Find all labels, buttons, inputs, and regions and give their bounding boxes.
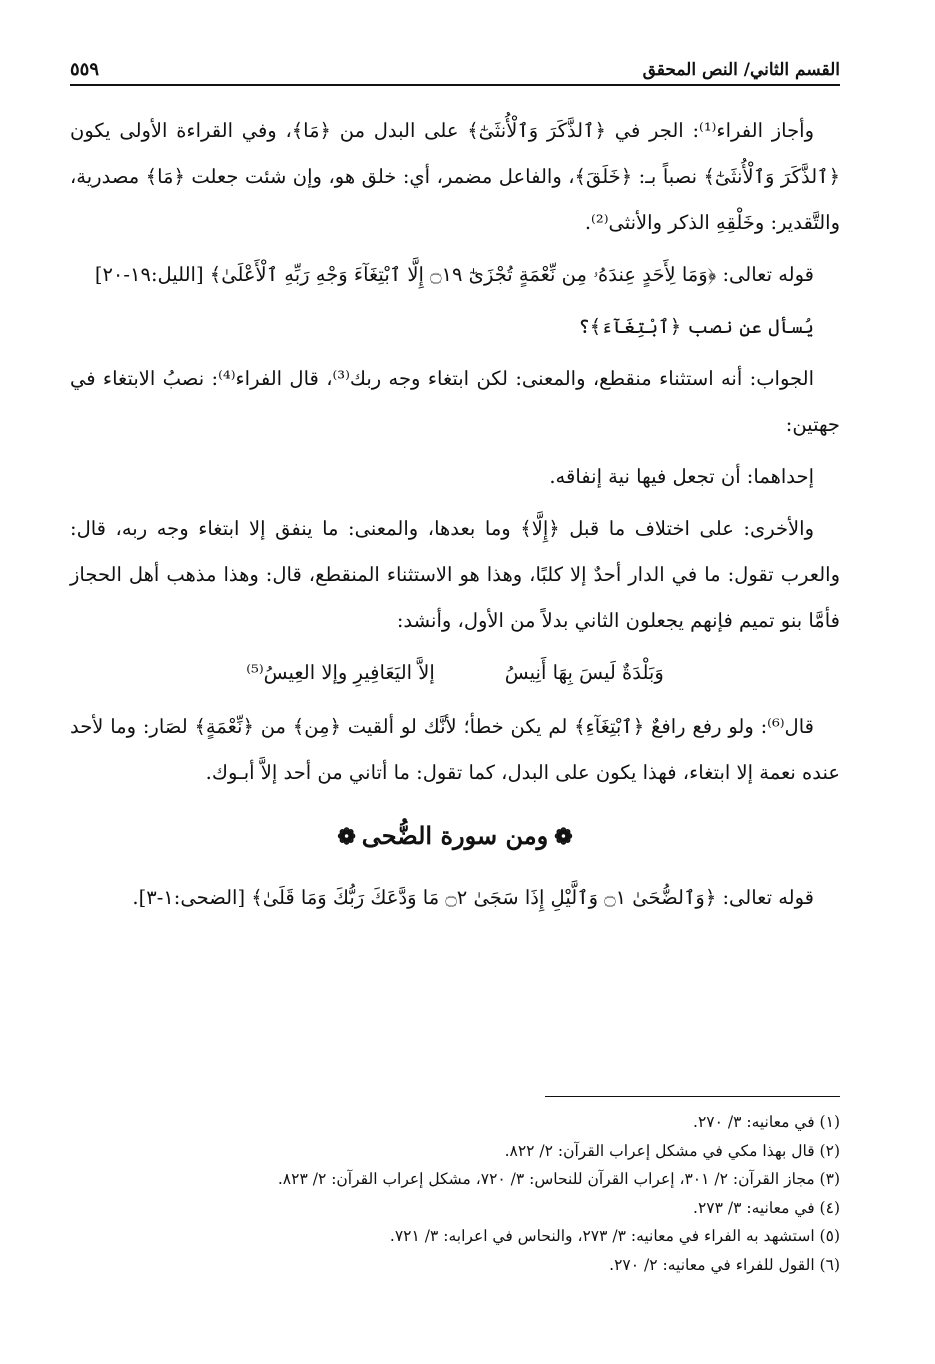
main-text: [70, 108, 840, 927]
page-header: [70, 52, 840, 86]
running-title: القسم الثاني/ النص المحقق: [642, 60, 840, 80]
page-number: ٥٥٩: [70, 59, 100, 80]
footnote-6: (٦) القول للفراء في معانيه: ٢/ ٢٧٠.: [609, 1255, 840, 1274]
paragraph-verse-duha: قوله تعالى: ﴿وَٱلضُّحَىٰ ۝١ وَٱلَّيْلِ إِذَا سَجَىٰ ۝٢ مَا وَدَّعَكَ رَبُّكَ وَمَا قَلَىٰ﴾ [الضحى:١-٣].: [132, 886, 814, 909]
footnote-separator: [545, 1096, 840, 1097]
footnote-4: (٤) في معانيه: ٣/ ٢٧٣.: [693, 1198, 840, 1217]
poetry-verse: [70, 650, 840, 696]
paragraph-second-aspect: والأخرى: على اختلاف ما قبل ﴿إِلَّا﴾ وما بعدها، والمعنى: ما ينفق إلا ابتغاء وجه ربه، قال: والعرب تقول: ما في الدار أحدٌ إلا كلبًا، وهذا هو الاستثناء المنقطع، قال: وهذا مذهب أهل الحجاز فأمَّا بنو تميم فإنهم يجعلون الثاني بدلاً من الأول، وأنشد:: [70, 517, 840, 632]
footnotes: [70, 1108, 840, 1279]
paragraph-raf: قال⁽⁶⁾: ولو رفع رافعٌ ﴿ٱبْتِغَآءِ﴾ لم يكن خطأ؛ لأنَّك لو ألقيت ﴿مِن﴾ من ﴿نِّعْمَةٍ﴾ لصَار: وما لأحد عنده نعمة إلا ابتغاء، فهذا يكون على البدل، كما تقول: ما أتاني من أحد إلاَّ أبـوك.: [70, 715, 840, 784]
footnote-5: (٥) استشهد به الفراء في معانيه: ٣/ ٢٧٣، والنحاس في اعرابه: ٣/ ٧٢١.: [389, 1227, 840, 1245]
floral-ornament-icon: ❁: [337, 824, 356, 850]
sura-heading: [70, 816, 840, 857]
paragraph-question: يُسأل عن نصب ﴿ٱبْتِغَآءَ﴾؟: [578, 315, 814, 338]
paragraph-answer: الجواب: أنه استثناء منقطع، والمعنى: لكن ابتغاء وجه ربك⁽³⁾، قال الفراء⁽⁴⁾: نصبُ الابتغاء في جهتين:: [70, 367, 840, 436]
floral-ornament-icon: ❁: [554, 824, 573, 850]
paragraph-verse-layl: قوله تعالى: ﴿وَمَا لِأَحَدٍ عِندَهُۥ مِن نِّعْمَةٍ تُجْزَىٰٓ ۝١٩ إِلَّا ٱبْتِغَآءَ وَجْهِ رَبِّهِ ٱلْأَعْلَىٰ﴾ [الليل:١٩-٢٠]: [94, 263, 814, 286]
paragraph-farra-jarr: وأجاز الفراء⁽¹⁾: الجر في ﴿ٱلذَّكَرَ وَٱلْأُنثَىٰٓ﴾ على البدل من ﴿مَا﴾، وفي القراءة الأولى يكون ﴿ٱلذَّكَرَ وَٱلْأُنثَىٰٓ﴾ نصباً بـ: ﴿خَلَقَ﴾، والفاعل مضمر، أي: خلق هو، وإن شئت جعلت ﴿مَا﴾ مصدرية، والتَّقدير: وخَلْقِهِ الذكر والأنثى⁽²⁾.: [70, 119, 840, 234]
verse-second-hemistich: إلاَّ اليَعَافِيرِ وإلا العِيسُ⁽⁵⁾: [246, 661, 435, 684]
footnote-2: (٢) قال بهذا مكي في مشكل إعراب القرآن: ٢/ ٨٢٢.: [504, 1141, 840, 1160]
footnote-1: (١) في معانيه: ٣/ ٢٧٠.: [693, 1113, 840, 1131]
verse-first-hemistich: وَبَلْدَةٌ لَيسَ بِهَا أَنِيسُ: [504, 661, 664, 684]
footnote-3: (٣) مجاز القرآن: ٢/ ٣٠١، إعراب القرآن للنحاس: ٣/ ٧٢٠، مشكل إعراب القرآن: ٢/ ٨٢٣.: [277, 1170, 840, 1188]
sura-title-text: ومن سورة الضُّحى: [361, 821, 549, 850]
paragraph-first-aspect: إحداهما: أن تجعل فيها نية إنفاقه.: [549, 465, 814, 488]
